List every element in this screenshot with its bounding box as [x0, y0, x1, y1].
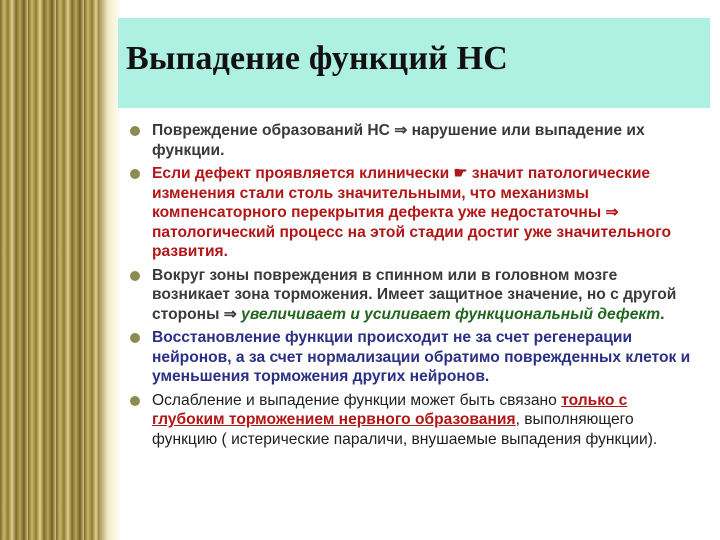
list-item: [128, 164, 693, 262]
slide-title: Выпадение функций НС: [126, 40, 509, 77]
item-emphasis: увеличивает и усиливает функциональный дефект: [241, 305, 661, 323]
list-item: [128, 121, 693, 160]
list-item: [128, 328, 693, 387]
item-text: Если дефект проявляется клинически ☛ значит патологические изменения стали столь значительными, что механизмы компенсаторного перекрытия дефекта уже недостаточны ⇒ патологический процесс на этой стадии достиг уже значительного развития.: [152, 165, 672, 260]
list-item: [128, 266, 693, 325]
decorative-frame-edge: [98, 0, 120, 540]
bullet-icon: [130, 396, 140, 406]
item-emphasis: только с глубоким торможением нервного образования: [152, 391, 628, 428]
list-item: [128, 391, 693, 450]
item-text-end: .: [660, 305, 665, 323]
item-text: Вокруг зоны повреждения в спинном или в головном мозге возникает зона торможения. Имеет защитное значение, но с другой стороны ⇒: [152, 266, 677, 323]
item-text: Восстановление функции происходит не за счет регенерации нейронов, а за счет нормализации обратимо поврежденных клеток и уменьшения торможения других нейронов.: [152, 329, 691, 385]
decorative-frame-left: [0, 0, 98, 540]
bullet-icon: [130, 271, 140, 281]
bullet-list: [128, 121, 693, 453]
bullet-icon: [130, 169, 140, 179]
item-text: Повреждение образований НС ⇒ нарушение или выпадение их функции.: [152, 122, 645, 159]
item-text: Ослабление и выпадение функции может быть связано: [152, 391, 562, 409]
bullet-icon: [130, 333, 140, 343]
bullet-icon: [130, 126, 140, 136]
item-text-end: , выполняющего функцию ( истерические параличи, внушаемые выпадения функции).: [152, 411, 658, 448]
